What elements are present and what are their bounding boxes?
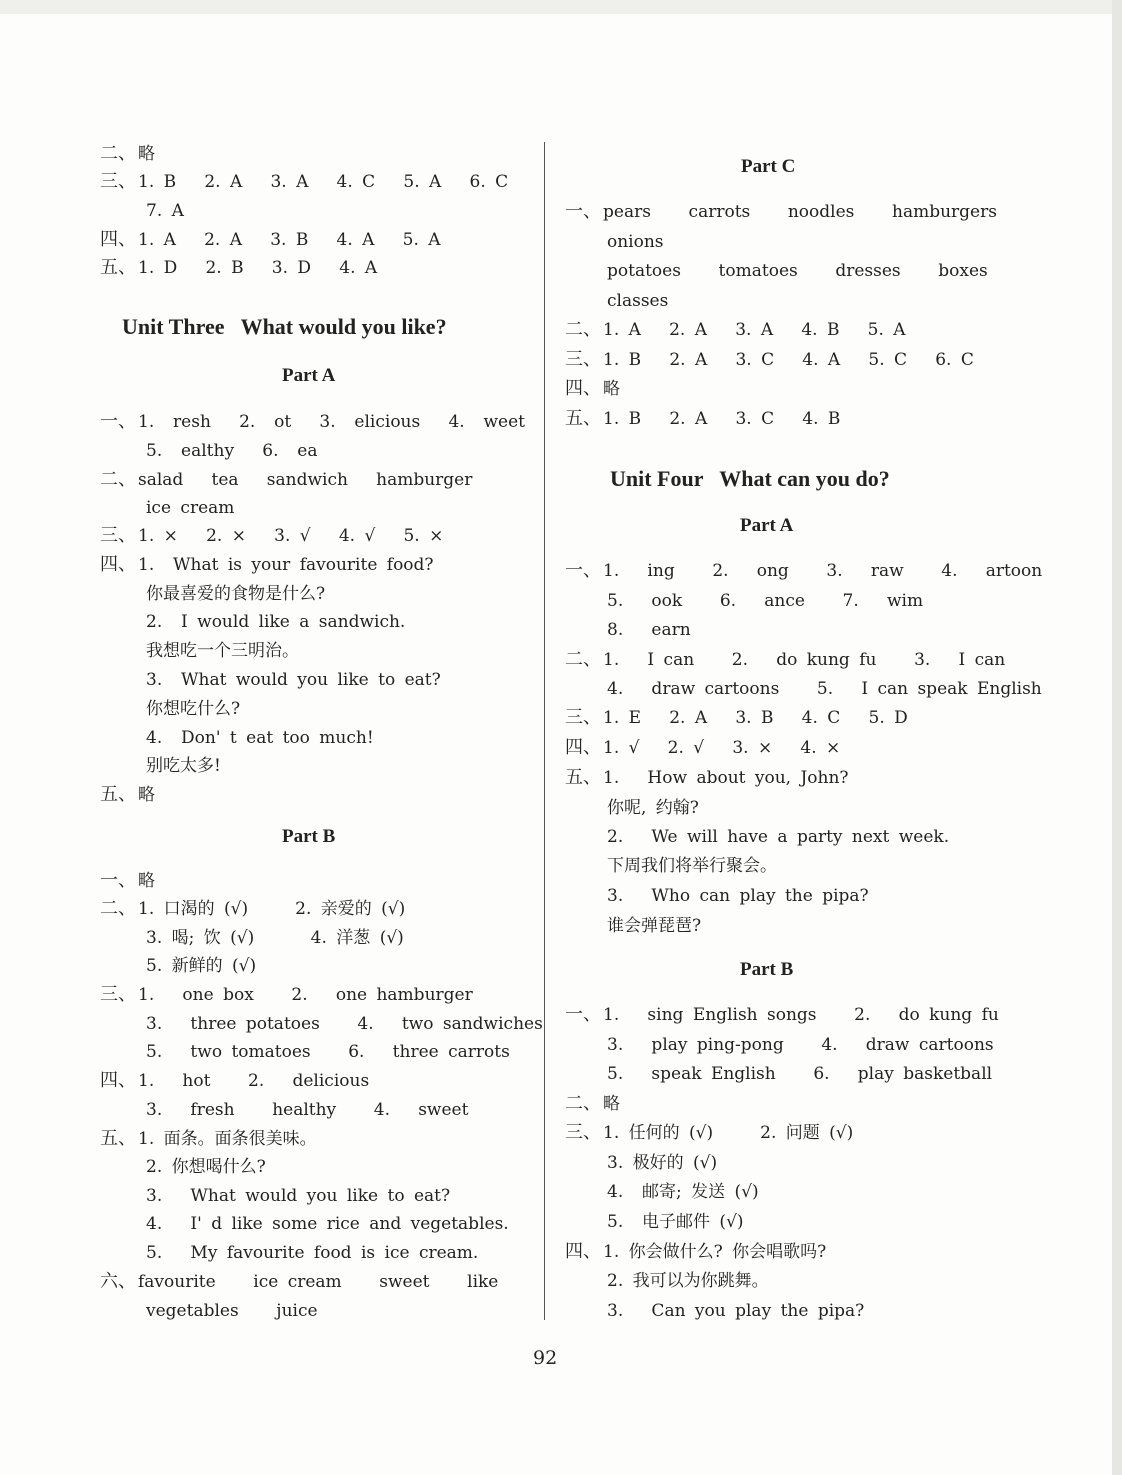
unit-four-title: Unit Four What can you do? xyxy=(610,466,890,491)
answer-line: 2. 你想喝什么? xyxy=(146,1157,266,1177)
answer-line: 5. 电子邮件 (√) xyxy=(607,1212,744,1232)
scan-edge-right xyxy=(1112,0,1122,1475)
answer-line: 7. A xyxy=(146,201,184,221)
answer-line: 五、 略 xyxy=(100,784,155,805)
answer-line: 你想吃什么? xyxy=(146,699,241,719)
answer-line: 4. I' d like some rice and vegetables. xyxy=(146,1214,509,1234)
part-b-heading: Part B xyxy=(282,826,336,847)
answer-line: 5. ook 6. ance 7. wim xyxy=(607,591,924,611)
answer-line: 4. draw cartoons 5. I can speak English xyxy=(607,679,1042,699)
answer-line: 5. My favourite food is ice cream. xyxy=(146,1243,479,1263)
answer-line: 四、 略 xyxy=(565,378,620,399)
answer-line: 5. speak English 6. play basketball xyxy=(607,1064,993,1084)
answer-line: 你最喜爱的食物是什么? xyxy=(146,584,326,604)
answer-line: onions xyxy=(607,232,664,252)
answer-line: 三、 1. E 2. A 3. B 4. C 5. D xyxy=(565,707,908,728)
answer-line: 四、 1. A 2. A 3. B 4. A 5. A xyxy=(100,229,441,250)
answer-line: potatoes tomatoes dresses boxes xyxy=(607,261,988,281)
answer-line: 3. fresh healthy 4. sweet xyxy=(146,1100,469,1120)
answer-line: 二、 略 xyxy=(565,1093,620,1114)
answer-line: 3. 喝; 饮 (√) 4. 洋葱 (√) xyxy=(146,928,404,948)
answer-line: 一、 略 xyxy=(100,870,155,891)
answer-line: 下周我们将举行聚会。 xyxy=(607,856,777,876)
answer-line: 3. play ping-pong 4. draw cartoons xyxy=(607,1035,994,1055)
answer-line: 5. ealthy 6. ea xyxy=(146,441,318,461)
answer-line: 一、 pears carrots noodles hamburgers xyxy=(565,201,997,222)
answer-line: 五、 1. How about you, John? xyxy=(565,767,849,788)
answer-line: 一、 1. resh 2. ot 3. elicious 4. weet xyxy=(100,411,525,432)
answer-line: 3. What would you like to eat? xyxy=(146,670,441,690)
answer-line: 2. We will have a party next week. xyxy=(607,827,950,847)
answer-line: 六、 favourite ice cream sweet like xyxy=(100,1271,499,1292)
answer-line: vegetables juice xyxy=(146,1301,318,1321)
answer-line: 三、 1. × 2. × 3. √ 4. √ 5. × xyxy=(100,525,444,546)
answer-line: 3. three potatoes 4. two sandwiches xyxy=(146,1014,543,1034)
part-a-heading: Part A xyxy=(740,515,794,536)
answer-line: 四、 1. 你会做什么? 你会唱歌吗? xyxy=(565,1241,827,1262)
answer-line: 3. Can you play the pipa? xyxy=(607,1301,865,1321)
part-b-heading: Part B xyxy=(740,959,794,980)
answer-line: 四、 1. hot 2. delicious xyxy=(100,1070,370,1091)
answer-line: 3. Who can play the pipa? xyxy=(607,886,869,906)
answer-line: 5. two tomatoes 6. three carrots xyxy=(146,1042,510,1062)
answer-line: 2. I would like a sandwich. xyxy=(146,612,406,632)
answer-line: 二、 1. 口渴的 (√) 2. 亲爱的 (√) xyxy=(100,898,406,919)
page-number: 92 xyxy=(533,1347,558,1369)
unit-three-title: Unit Three What would you like? xyxy=(122,314,447,339)
scan-edge-top xyxy=(0,0,1122,14)
answer-line: 三、 1. one box 2. one hamburger xyxy=(100,984,473,1005)
answer-line: 8. earn xyxy=(607,620,691,640)
answer-line: 二、 1. A 2. A 3. A 4. B 5. A xyxy=(565,319,906,340)
answer-line: 你呢, 约翰? xyxy=(607,798,699,818)
answer-line: 别吃太多! xyxy=(146,756,221,776)
answer-line: 三、 1. B 2. A 3. C 4. A 5. C 6. C xyxy=(565,349,974,370)
answer-line: 四、 1. What is your favourite food? xyxy=(100,554,434,575)
answer-line: 二、 salad tea sandwich hamburger xyxy=(100,469,473,490)
answer-line: 五、 1. D 2. B 3. D 4. A xyxy=(100,257,378,278)
answer-line: ice cream xyxy=(146,498,235,518)
answer-line: 五、 1. 面条。面条很美味。 xyxy=(100,1128,317,1149)
answer-line: 三、 1. B 2. A 3. A 4. C 5. A 6. C xyxy=(100,171,509,192)
answer-line: 5. 新鲜的 (√) xyxy=(146,956,257,976)
answer-line: 2. 我可以为你跳舞。 xyxy=(607,1271,769,1291)
answer-line: 四、 1. √ 2. √ 3. × 4. × xyxy=(565,737,841,758)
answer-line: 五、 1. B 2. A 3. C 4. B xyxy=(565,408,841,429)
part-a-heading: Part A xyxy=(282,365,336,386)
answer-line: 一、 1. ing 2. ong 3. raw 4. artoon xyxy=(565,560,1043,581)
answer-line: 3. 极好的 (√) xyxy=(607,1153,718,1173)
answer-line: 3. What would you like to eat? xyxy=(146,1186,451,1206)
part-c-heading: Part C xyxy=(741,156,796,177)
answer-line: 三、 1. 任何的 (√) 2. 问题 (√) xyxy=(565,1122,854,1143)
answer-line: 我想吃一个三明治。 xyxy=(146,641,299,661)
answer-line: 4. Don' t eat too much! xyxy=(146,728,374,748)
answer-line: 一、 1. sing English songs 2. do kung fu xyxy=(565,1004,999,1025)
answer-line: 二、 1. I can 2. do kung fu 3. I can xyxy=(565,649,1006,670)
answer-line: 谁会弹琵琶? xyxy=(607,916,702,936)
column-divider xyxy=(544,142,545,1320)
answer-line: 4. 邮寄; 发送 (√) xyxy=(607,1182,759,1202)
answer-line: classes xyxy=(607,291,669,311)
answer-line: 二、 略 xyxy=(100,143,155,164)
